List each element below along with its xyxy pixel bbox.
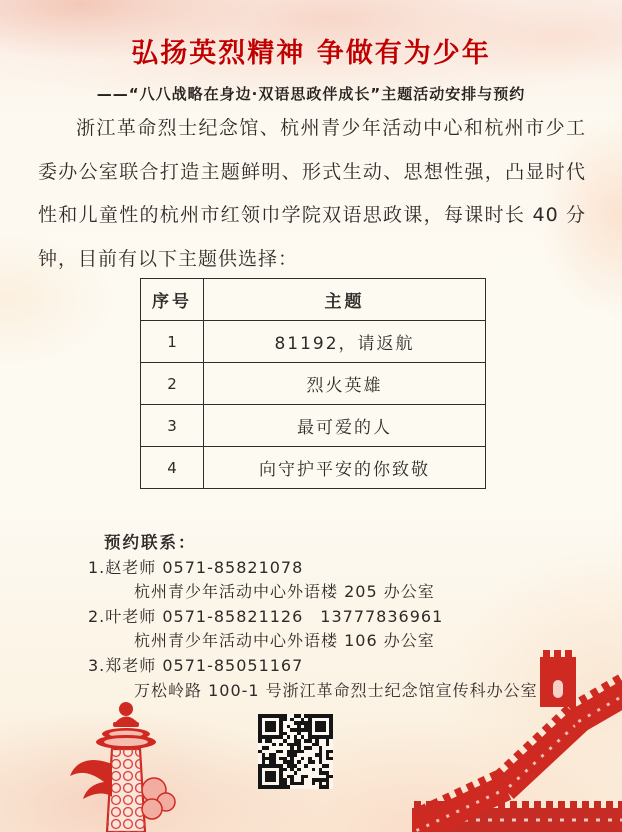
contact-line: 杭州青少年活动中心外语楼 205 办公室 — [134, 582, 435, 602]
row-index: 3 — [141, 405, 204, 447]
col-header-index: 序号 — [141, 279, 204, 321]
contact-heading: 预约联系： — [104, 533, 197, 552]
table-row — [141, 321, 486, 363]
contact-line: 3.郑老师 0571-85051167 — [88, 655, 304, 675]
col-header-topic: 主题 — [204, 279, 486, 321]
intro-paragraph: 浙江革命烈士纪念馆、杭州青少年活动中心和杭州市少工委办公室联合打造主题鲜明、形式生动、思想性强，凸显时代性和儿童性的杭州市红领巾学院双语思政课，每课时长 40 分钟，目前有以下主题供选择： — [38, 117, 586, 270]
row-topic: 烈火英雄 — [204, 363, 486, 405]
page-title: 弘扬英烈精神 争做有为少年 — [131, 38, 491, 69]
row-topic: 最可爱的人 — [204, 405, 486, 447]
contact-line: 1.赵老师 0571-85821078 — [88, 557, 304, 577]
qr-code — [258, 714, 333, 789]
table-row — [141, 447, 486, 489]
topics-table — [140, 278, 486, 489]
table-row — [141, 363, 486, 405]
table-row — [141, 405, 486, 447]
row-index: 1 — [141, 321, 204, 363]
page-subtitle: ——“八八战略在身边·双语思政伴成长”主题活动安排与预约 — [96, 85, 526, 103]
contact-line: 2.叶老师 0571-85821126 13777836961 — [88, 606, 444, 626]
row-index: 4 — [141, 447, 204, 489]
table-header-row — [141, 279, 486, 321]
row-index: 2 — [141, 363, 204, 405]
contact-line: 万松岭路 100-1 号浙江革命烈士纪念馆宣传科办公室 — [134, 680, 538, 700]
row-topic: 81192，请返航 — [204, 321, 486, 363]
row-topic: 向守护平安的你致敬 — [204, 447, 486, 489]
huabiao-pillar-illustration — [62, 698, 186, 832]
contact-line: 杭州青少年活动中心外语楼 106 办公室 — [134, 631, 435, 651]
contact-section — [88, 531, 558, 703]
